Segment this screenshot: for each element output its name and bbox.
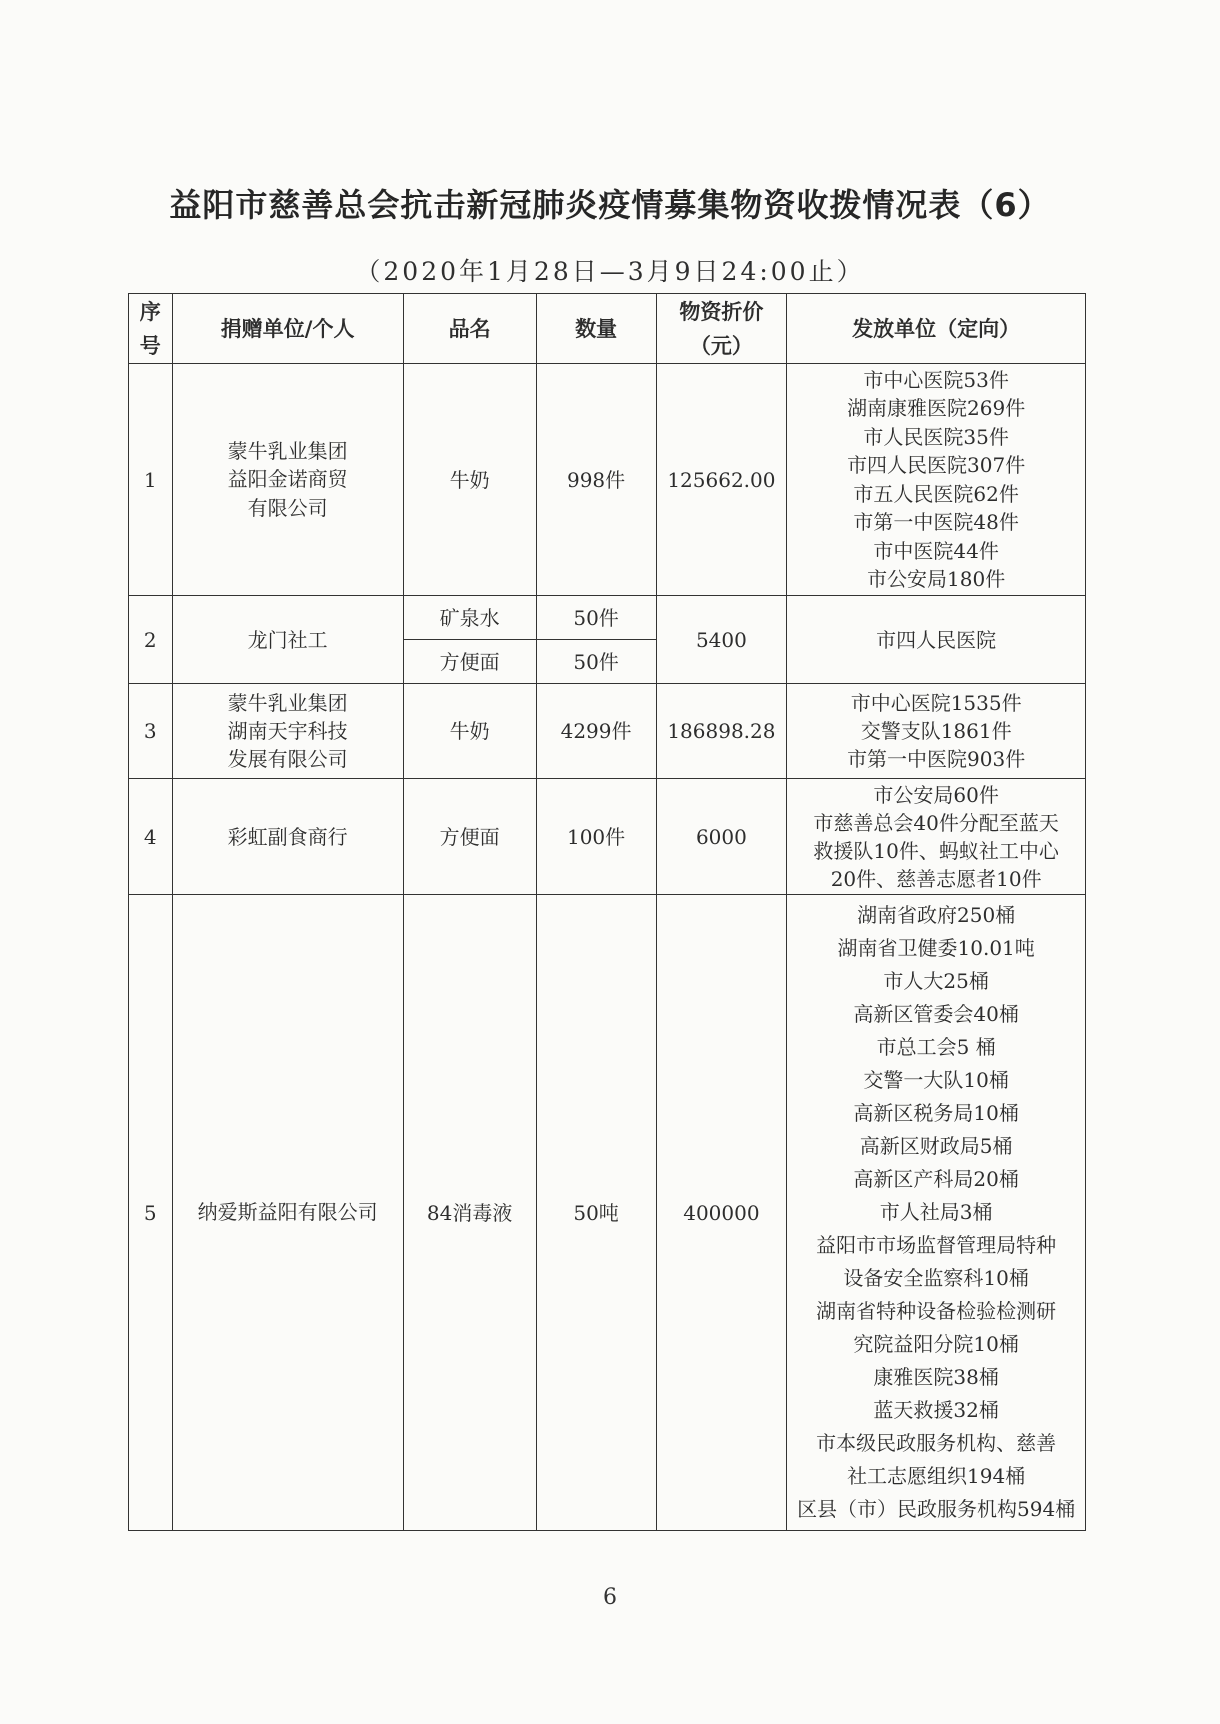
cell-qty: 4299件 — [536, 684, 656, 779]
header-item: 品名 — [403, 294, 536, 364]
cell-qty: 50件 — [536, 596, 656, 640]
table-row — [129, 596, 1086, 640]
table-row — [129, 364, 1086, 596]
header-seq: 序 号 — [129, 294, 173, 364]
cell-dist: 市中心医院53件 湖南康雅医院269件 市人民医院35件 市四人民医院307件 市五人民医院62件 市第一中医院48件 市中医院44件 市公安局180件 — [787, 364, 1086, 596]
cell-value: 186898.28 — [656, 684, 787, 779]
cell-dist: 湖南省政府250桶 湖南省卫健委10.01吨 市人大25桶 高新区管委会40桶 市总工会5 桶 交警一大队10桶 高新区税务局10桶 高新区财政局5桶 高新区产科局20桶 市人社局3桶 益阳市市场监督管理局特种 设备安全监察科10桶 湖南省特种设备检验检测研 究院益阳分院10桶 康雅医院38桶 蓝天救援32桶 市本级民政服务机构、慈善 社工志愿组织194桶 区县（市）民政服务机构594桶 — [787, 895, 1086, 1531]
cell-dist: 市公安局60件 市慈善总会40件分配至蓝天 救援队10件、蚂蚁社工中心 20件、慈善志愿者10件 — [787, 779, 1086, 895]
document-title: 益阳市慈善总会抗击新冠肺炎疫情募集物资收拨情况表（6） — [169, 186, 1051, 224]
cell-item: 方便面 — [403, 640, 536, 684]
cell-qty: 998件 — [536, 364, 656, 596]
cell-donor: 蒙牛乳业集团 益阳金诺商贸 有限公司 — [172, 364, 403, 596]
cell-donor: 蒙牛乳业集团 湖南天宇科技 发展有限公司 — [172, 684, 403, 779]
cell-qty: 50吨 — [536, 895, 656, 1531]
cell-value: 5400 — [656, 596, 787, 684]
donation-table — [128, 293, 1086, 1531]
cell-seq: 1 — [129, 364, 173, 596]
cell-donor: 彩虹副食商行 — [172, 779, 403, 895]
cell-seq: 3 — [129, 684, 173, 779]
cell-item: 矿泉水 — [403, 596, 536, 640]
cell-qty: 50件 — [536, 640, 656, 684]
cell-item: 84消毒液 — [403, 895, 536, 1531]
header-donor: 捐赠单位/个人 — [172, 294, 403, 364]
header-dist: 发放单位（定向） — [787, 294, 1086, 364]
cell-qty: 100件 — [536, 779, 656, 895]
cell-seq: 4 — [129, 779, 173, 895]
cell-donor: 纳爱斯益阳有限公司 — [172, 895, 403, 1531]
cell-dist: 市四人民医院 — [787, 596, 1086, 684]
cell-donor: 龙门社工 — [172, 596, 403, 684]
document-subtitle: （2020年1月28日—3月9日24:00止） — [355, 257, 865, 286]
header-row — [129, 294, 1086, 364]
cell-seq: 2 — [129, 596, 173, 684]
cell-item: 牛奶 — [403, 364, 536, 596]
cell-item: 方便面 — [403, 779, 536, 895]
cell-value: 400000 — [656, 895, 787, 1531]
table-row — [129, 684, 1086, 779]
cell-dist: 市中心医院1535件 交警支队1861件 市第一中医院903件 — [787, 684, 1086, 779]
cell-value: 125662.00 — [656, 364, 787, 596]
table-row — [129, 779, 1086, 895]
page-number: 6 — [603, 1585, 617, 1610]
cell-seq: 5 — [129, 895, 173, 1531]
cell-value: 6000 — [656, 779, 787, 895]
cell-item: 牛奶 — [403, 684, 536, 779]
table-row — [129, 895, 1086, 1531]
header-value: 物资折价 （元） — [656, 294, 787, 364]
header-qty: 数量 — [536, 294, 656, 364]
